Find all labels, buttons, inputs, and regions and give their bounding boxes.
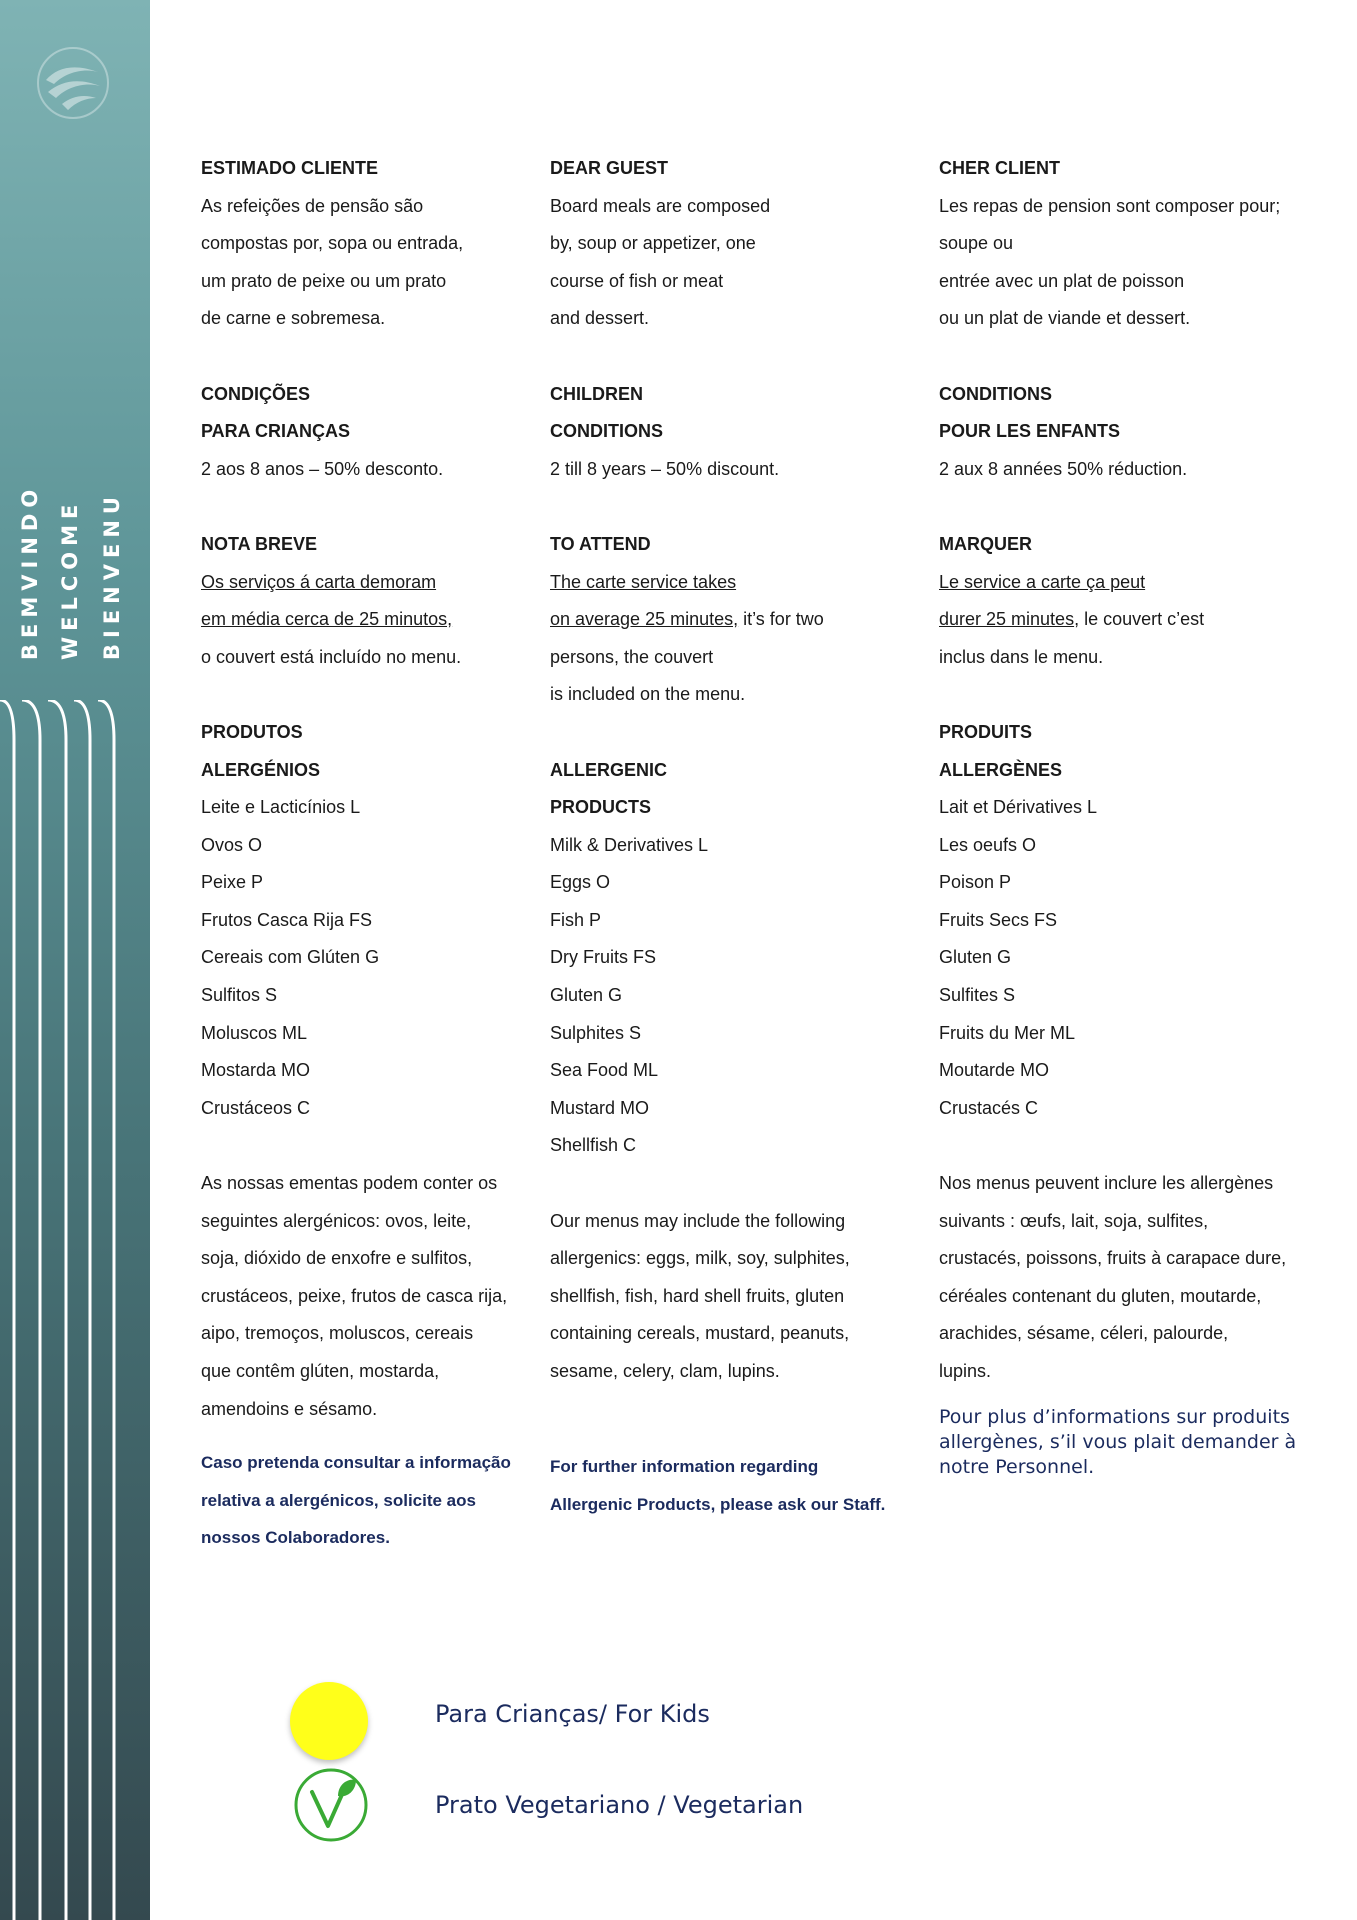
pt-allergen-item: Moluscos ML bbox=[201, 1022, 308, 1043]
fr-allergen-item: Crustacés C bbox=[939, 1097, 1039, 1118]
pt-heading-guest: ESTIMADO CLIENTE bbox=[201, 158, 379, 178]
pt-text: As nossas ementas podem conter os bbox=[201, 1173, 498, 1194]
en-text: Board meals are composed bbox=[550, 195, 771, 216]
pt-text: compostas por, sopa ou entrada, bbox=[201, 233, 464, 254]
fr-contact-note: Pour plus d’informations sur produits allergènes, s’il vous plait demander à notre Personnel. bbox=[939, 1406, 1297, 1478]
en-contact-note: Allergenic Products, please ask our Staff. bbox=[550, 1494, 886, 1514]
fr-text: Les repas de pension sont composer pour; bbox=[939, 195, 1281, 216]
pt-allergen-item: Mostarda MO bbox=[201, 1060, 311, 1081]
fr-text: Le service a carte ça peut bbox=[939, 571, 1146, 592]
en-allergen-item: Gluten G bbox=[550, 985, 623, 1006]
pt-heading-conditions: CONDIÇÕES bbox=[201, 383, 311, 404]
en-allergen-item: Eggs O bbox=[550, 872, 611, 893]
en-heading-guest: DEAR GUEST bbox=[550, 158, 669, 178]
pt-heading-note: NOTA BREVE bbox=[201, 533, 318, 554]
en-heading-children: CONDITIONS bbox=[550, 421, 664, 442]
en-text: course of fish or meat bbox=[550, 270, 724, 291]
pt-heading-allergens: ALERGÉNIOS bbox=[201, 759, 321, 780]
en-text: is included on the menu. bbox=[550, 684, 746, 705]
en-text: on average 25 minutes, bbox=[550, 609, 739, 630]
kids-dot-icon bbox=[290, 1682, 368, 1760]
fr-text: ou un plat de viande et dessert. bbox=[939, 308, 1191, 329]
en-text: containing cereals, mustard, peanuts, bbox=[550, 1323, 850, 1344]
en-allergen-item: Shellfish C bbox=[550, 1135, 637, 1156]
pt-text: 2 aos 8 anos – 50% desconto. bbox=[201, 458, 444, 479]
fr-allergen-item: Sulfites S bbox=[939, 985, 1016, 1006]
pt-allergen-item: Crustáceos C bbox=[201, 1097, 311, 1118]
pt-allergen-item: Leite e Lacticínios L bbox=[201, 797, 361, 818]
fr-heading-allergens: PRODUITS bbox=[939, 721, 1033, 742]
en-contact-note: For further information regarding bbox=[550, 1457, 819, 1477]
en-allergen-item: Dry Fruits FS bbox=[550, 947, 656, 968]
sidebar-word-pt: BEMVINDO bbox=[18, 483, 42, 660]
fr-text: crustacés, poissons, fruits à carapace dure, bbox=[939, 1248, 1287, 1269]
en-heading-allergens: ALLERGENIC bbox=[550, 759, 667, 780]
fr-text: 2 aux 8 années 50% réduction. bbox=[939, 458, 1188, 479]
fr-allergen-item: Moutarde MO bbox=[939, 1060, 1050, 1081]
legend-vegetarian: Prato Vegetariano / Vegetarian bbox=[435, 1791, 804, 1819]
pt-text: soja, dióxido de enxofre e sulfitos, bbox=[201, 1248, 473, 1269]
column-french bbox=[939, 150, 1329, 1391]
fr-text: inclus dans le menu. bbox=[939, 646, 1104, 667]
pt-text: As refeições de pensão são bbox=[201, 195, 424, 216]
fr-text: céréales contenant du gluten, moutarde, bbox=[939, 1285, 1262, 1306]
column-portuguese bbox=[201, 150, 541, 1557]
fr-allergen-item: Fruits du Mer ML bbox=[939, 1022, 1076, 1043]
en-allergen-item: Milk & Derivatives L bbox=[550, 834, 709, 855]
fr-allergen-item: Lait et Dérivatives L bbox=[939, 797, 1098, 818]
en-text: by, soup or appetizer, one bbox=[550, 233, 756, 254]
fr-text: lupins. bbox=[939, 1361, 992, 1381]
en-allergen-item: Mustard MO bbox=[550, 1097, 650, 1118]
vegetarian-leaf-icon bbox=[292, 1766, 370, 1844]
fr-text: Nos menus peuvent inclure les allergènes bbox=[939, 1173, 1274, 1194]
en-text: 2 till 8 years – 50% discount. bbox=[550, 458, 780, 479]
pt-text: de carne e sobremesa. bbox=[201, 308, 386, 329]
sidebar-word-fr: BIENVENU bbox=[100, 491, 124, 660]
pt-contact-note: nossos Colaboradores. bbox=[201, 1528, 390, 1548]
pt-text: o couvert está incluído no menu. bbox=[201, 646, 462, 667]
fr-allergen-item: Les oeufs O bbox=[939, 834, 1037, 855]
decorative-stripes bbox=[0, 700, 150, 1920]
pt-text: amendoins e sésamo. bbox=[201, 1398, 378, 1419]
pt-allergen-item: Sulfitos S bbox=[201, 985, 278, 1006]
pt-text: em média cerca de 25 minutos, bbox=[201, 609, 453, 630]
pt-contact-note: Caso pretenda consultar a informação bbox=[201, 1453, 511, 1473]
fr-allergen-item: Fruits Secs FS bbox=[939, 909, 1058, 930]
en-heading-allergens: PRODUCTS bbox=[550, 797, 652, 818]
pt-text: crustáceos, peixe, frutos de casca rija, bbox=[201, 1285, 508, 1306]
en-allergen-item: Sea Food ML bbox=[550, 1060, 659, 1081]
en-text: Our menus may include the following bbox=[550, 1210, 846, 1231]
legend-kids: Para Crianças/ For Kids bbox=[435, 1700, 710, 1728]
fr-allergen-item: Gluten G bbox=[939, 947, 1012, 968]
fr-text: arachides, sésame, céleri, palourde, bbox=[939, 1323, 1229, 1344]
sidebar-word-en: WELCOME bbox=[58, 498, 82, 660]
pt-allergen-item: Frutos Casca Rija FS bbox=[201, 909, 373, 930]
fr-heading-conditions: POUR LES ENFANTS bbox=[939, 421, 1121, 442]
column-english bbox=[550, 150, 920, 1523]
fr-text: durer 25 minutes bbox=[939, 609, 1075, 630]
en-text: shellfish, fish, hard shell fruits, gluten bbox=[550, 1285, 845, 1306]
fr-heading-allergens: ALLERGÈNES bbox=[939, 759, 1063, 780]
pt-heading-conditions: PARA CRIANÇAS bbox=[201, 421, 351, 442]
pt-allergen-item: Peixe P bbox=[201, 872, 264, 893]
fr-allergen-item: Poison P bbox=[939, 872, 1012, 893]
en-text: it’s for two bbox=[738, 609, 824, 630]
sidebar-band bbox=[0, 0, 150, 1920]
pt-text: aipo, tremoços, moluscos, cereais bbox=[201, 1323, 474, 1344]
en-text: persons, the couvert bbox=[550, 646, 714, 667]
pt-text: um prato de peixe ou um prato bbox=[201, 270, 447, 291]
pt-heading-allergens: PRODUTOS bbox=[201, 721, 303, 742]
pt-allergen-item: Cereais com Glúten G bbox=[201, 947, 380, 968]
fr-text: suivants : œufs, lait, soja, sulfites, bbox=[939, 1210, 1209, 1231]
en-text: sesame, celery, clam, lupins. bbox=[550, 1361, 780, 1381]
en-heading-attend: TO ATTEND bbox=[550, 533, 651, 554]
pt-text: Os serviços á carta demoram bbox=[201, 571, 437, 592]
fr-heading-guest: CHER CLIENT bbox=[939, 158, 1060, 178]
fr-heading-conditions: CONDITIONS bbox=[939, 383, 1053, 404]
pt-text: seguintes alergénicos: ovos, leite, bbox=[201, 1210, 472, 1231]
pt-contact-note: relativa a alergénicos, solicite aos bbox=[201, 1490, 476, 1510]
fr-text: , le couvert c’est bbox=[1074, 609, 1205, 630]
en-text: The carte service takes bbox=[550, 571, 737, 592]
pt-allergen-item: Ovos O bbox=[201, 834, 263, 855]
fr-text: soupe ou bbox=[939, 233, 1014, 254]
en-allergen-item: Sulphites S bbox=[550, 1022, 642, 1043]
en-allergen-item: Fish P bbox=[550, 909, 602, 930]
fr-text: entrée avec un plat de poisson bbox=[939, 270, 1185, 291]
en-text: and dessert. bbox=[550, 308, 650, 329]
hotel-logo-icon bbox=[36, 46, 110, 120]
en-text: allergenics: eggs, milk, soy, sulphites, bbox=[550, 1248, 850, 1269]
pt-text: que contêm glúten, mostarda, bbox=[201, 1361, 440, 1381]
en-heading-children: CHILDREN bbox=[550, 383, 643, 404]
fr-heading-note: MARQUER bbox=[939, 533, 1032, 554]
